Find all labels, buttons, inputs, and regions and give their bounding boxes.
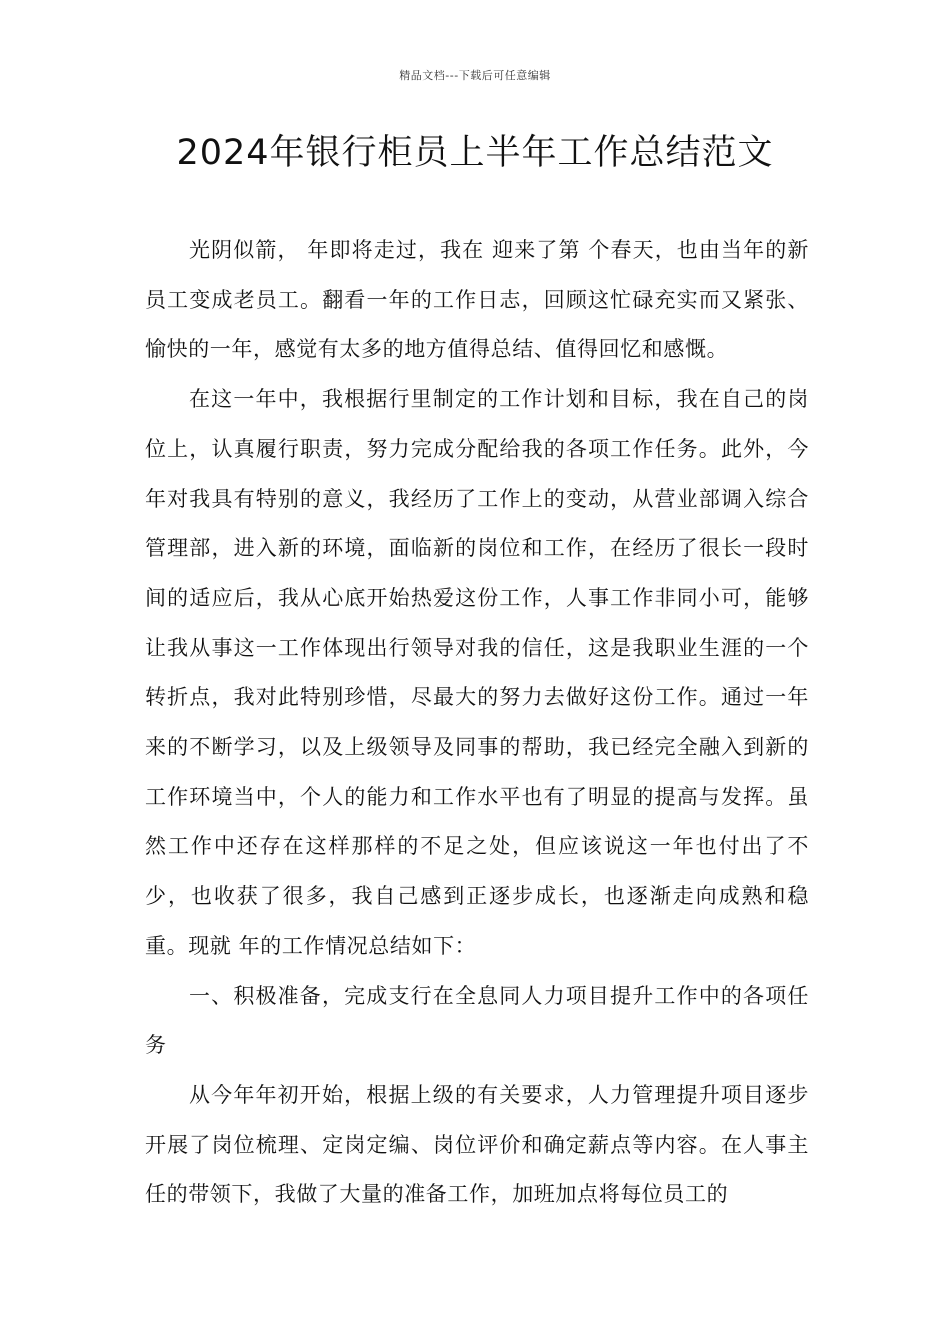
header-note: 精品文档---下载后可任意编辑	[399, 69, 551, 82]
document-body	[145, 226, 809, 1220]
section-heading-1: 一、积极准备，完成支行在全息同人力项目提升工作中的各项任务	[145, 983, 809, 1058]
paragraph-section-1: 从今年年初开始，根据上级的有关要求，人力管理提升项目逐步开展了岗位梳理、定岗定编、岗位评价和确定薪点等内容。在人事主任的带领下，我做了大量的准备工作，加班加点将每位员工的	[145, 1082, 809, 1207]
document-title: 2024年银行柜员上半年工作总结范文	[176, 133, 774, 173]
paragraph-year-review: 在这一年中，我根据行里制定的工作计划和目标，我在自己的岗位上，认真履行职责，努力完成分配给我的各项工作任务。此外，今年对我具有特别的意义，我经历了工作上的变动，从营业部调入综合管理部，进入新的环境，面临新的岗位和工作，在经历了很长一段时间的适应后，我从心底开始热爱这份工作，人事工作非同小可，能够让我从事这一工作体现出行领导对我的信任，这是我职业生涯的一个转折点，我对此特别珍惜，尽最大的努力去做好这份工作。通过一年来的不断学习，以及上级领导及同事的帮助，我已经完全融入到新的工作环境当中，个人的能力和工作水平也有了明显的提高与发挥。虽然工作中还存在这样那样的不足之处，但应该说这一年也付出了不少，也收获了很多，我自己感到正逐步成长，也逐渐走向成熟和稳重。现就 年的工作情况总结如下：	[145, 387, 809, 958]
paragraph-intro: 光阴似箭， 年即将走过，我在 迎来了第 个春天，也由当年的新员工变成老员工。翻看一年的工作日志，回顾这忙碌充实而又紧张、愉快的一年，感觉有太多的地方值得总结、值得回忆和感慨。	[145, 238, 809, 362]
